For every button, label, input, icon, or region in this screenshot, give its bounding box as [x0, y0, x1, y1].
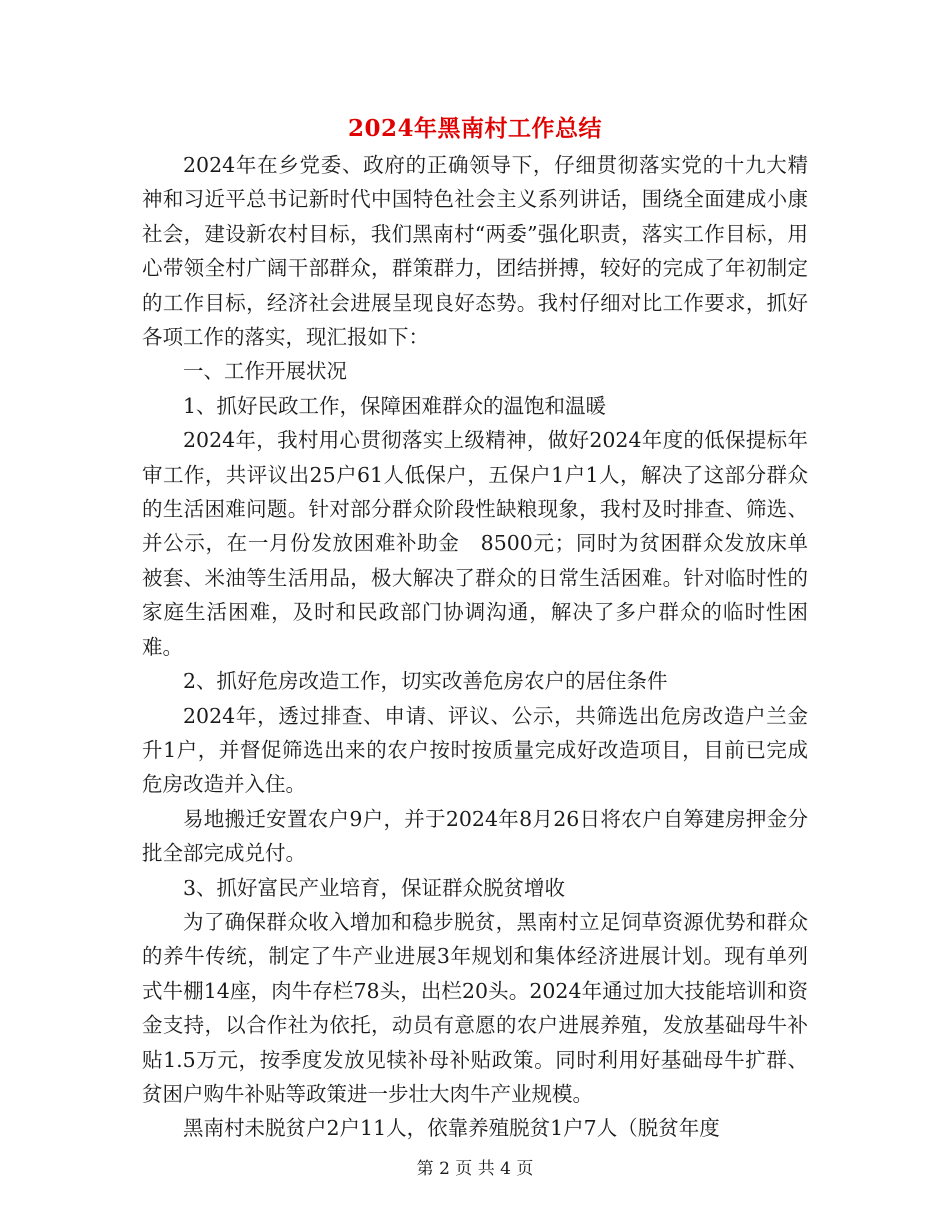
paragraph: 2024年，透过排查、申请、评议、公示，共筛选出危房改造户兰金升1户，并督促筛选出来的农户按时按质量完成好改造项目，目前已完成危房改造并入住。: [142, 703, 808, 797]
document-body: [142, 148, 808, 1146]
subsection-heading: 3、抓好富民产业培育，保证群众脱贫增收: [183, 875, 566, 900]
page-footer: 第 2 页 共 4 页: [416, 1159, 534, 1179]
paragraph: 易地搬迁安置农户9户，并于2024年8月26日将农户自筹建房押金分批全部完成兑付。: [142, 806, 808, 866]
subsection-heading: 1、抓好民政工作，保障困难群众的温饱和温暖: [183, 393, 607, 418]
document-title: 2024年黑南村工作总结: [347, 115, 602, 142]
section-heading: 一、工作开展状况: [183, 359, 347, 384]
subsection-heading: 2、抓好危房改造工作，切实改善危房农户的居住条件: [183, 669, 668, 694]
paragraph: 2024年在乡党委、政府的正确领导下，仔细贯彻落实党的十九大精神和习近平总书记新时代中国特色社会主义系列讲话，围绕全面建成小康社会，建设新农村目标，我们黑南村“两委”强化职责，落实工作目标，用心带领全村广阔干部群众，群策群力，团结拼搏，较好的完成了年初制定的工作目标，经济社会进展呈现良好态势。我村仔细对比工作要求，抓好各项工作的落实，现汇报如下：: [142, 153, 808, 350]
paragraph: 黑南村未脱贫户2户11人，依靠养殖脱贫1户7人（脱贫年度: [183, 1116, 720, 1141]
paragraph: 2024年，我村用心贯彻落实上级精神，做好2024年度的低保提标年审工作，共评议出25户61人低保户，五保户1户1人，解决了这部分群众的生活困难问题。针对部分群众阶段性缺粮现象，我村及时排查、筛选、并公示，在一月份发放困难补助金 8500元；同时为贫困群众发放床单被套、米油等生活用品，极大解决了群众的日常生活困难。针对临时性的家庭生活困难，及时和民政部门协调沟通，解决了多户群众的临时性困难。: [142, 428, 808, 659]
paragraph: 为了确保群众收入增加和稳步脱贫，黑南村立足饲草资源优势和群众的养牛传统，制定了牛产业进展3年规划和集体经济进展计划。现有单列式牛棚14座，肉牛存栏78头，出栏20头。2024年通过加大技能培训和资金支持，以合作社为依托，动员有意愿的农户进展养殖，发放基础母牛补贴1.5万元，按季度发放见犊补母补贴政策。同时利用好基础母牛扩群、贫困户购牛补贴等政策进一步壮大肉牛产业规模。: [142, 909, 808, 1106]
